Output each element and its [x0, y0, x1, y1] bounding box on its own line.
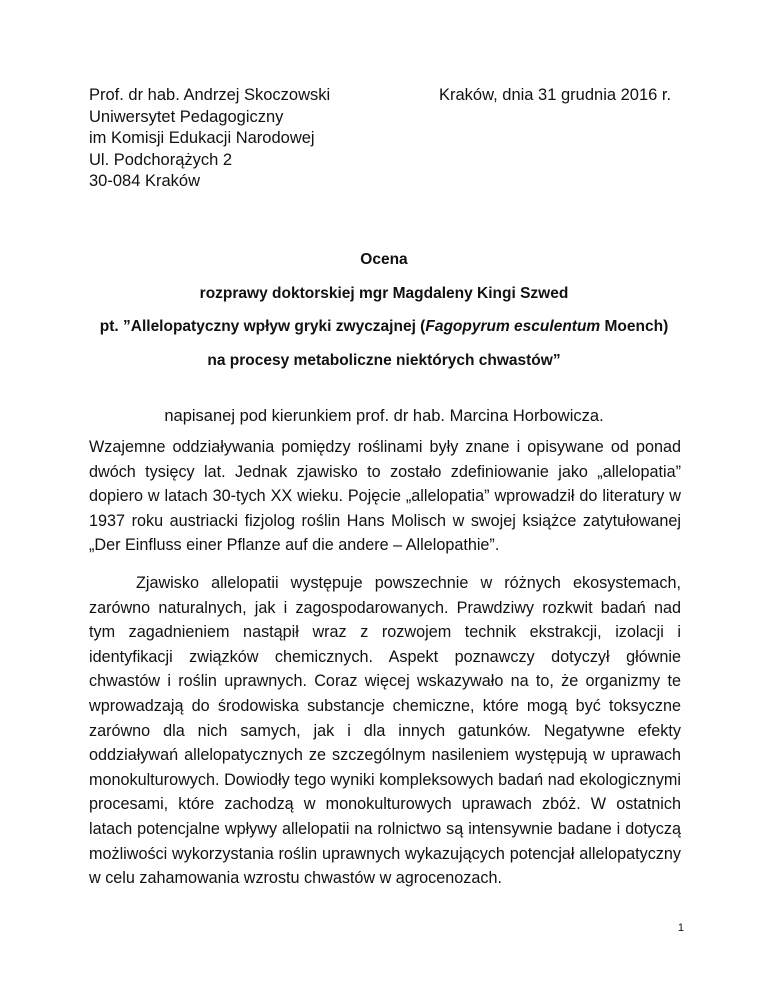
paragraph-2: Zjawisko allelopatii występuje powszechnie w różnych ekosystemach, zarówno naturalnych, jak i zagospodarowanych. Prawdziwy rozkwit badań nad tym zagadnieniem nastąpił wraz z rozwojem technik ekstrakcji, izolacji i identyfikacji związków chemicznych. Aspekt poznawczy dotyczył głównie chwastów i roślin uprawnych. Coraz więcej wskazywało na to, że organizmy te wprowadzają do środowiska substancje chemiczne, które mogą być toksyczne zarówno dla nich samych, jak i dla innych gatunków. Negatywne efekty oddziaływań allelopatycznych ze szczególnym nasileniem występują w uprawach monokulturowych. Dowiodły tego wyniki kompleksowych badań nad ekologicznymi procesami, które zachodzą w monokulturowych uprawach zbóż. W ostatnich latach potencjalne wpływy allelopatii na rolnictwo są intensywnie badane i dotyczą możliwości wykorzystania roślin uprawnych wykazujących potencjał allelopatyczny w celu zahamowania wzrostu chwastów w agrocenozach.: [89, 573, 681, 888]
title-line-3-suffix: Moench): [600, 318, 669, 335]
supervisor-line: napisanej pod kierunkiem prof. dr hab. Marcina Horbowicza.: [164, 407, 604, 425]
document-body: [89, 435, 681, 891]
sender-address: [89, 85, 330, 193]
sender-name: Prof. dr hab. Andrzej Skoczowski: [89, 86, 331, 104]
sender-institution: Uniwersytet Pedagogiczny: [89, 107, 284, 126]
title-line-4: na procesy metaboliczne niektórych chwastów”: [207, 351, 561, 369]
document-title: [60, 250, 708, 384]
title-line-2: rozprawy doktorskiej mgr Magdaleny Kingi Szwed: [199, 284, 569, 302]
sender-city: 30-084 Kraków: [89, 172, 200, 190]
page-number: 1: [677, 922, 684, 934]
document-date: Kraków, dnia 31 grudnia 2016 r.: [439, 86, 672, 104]
sender-street: Ul. Podchorążych 2: [89, 150, 233, 169]
title-line-1: Ocena: [360, 251, 408, 268]
title-line-3: [60, 317, 708, 337]
paragraph-1: Wzajemne oddziaływania pomiędzy roślinami były znane i opisywane od ponad dwóch tysięcy lat. Jednak zjawisko to zostało zdefiniowanie jako „allelopatia” dopiero w latach 30-tych XX wieku. Pojęcie „allelopatia” wprowadził do literatury w 1937 roku austriacki fizjolog roślin Hans Molisch w swojej książce zatytułowanej „Der Einfluss einer Pflanze auf die andere – Allelopathie”.: [89, 438, 681, 555]
species-name: Fagopyrum esculentum: [425, 318, 601, 335]
title-line-3-prefix: pt. ”Allelopatyczny wpływ gryki zwyczajnej (: [99, 318, 426, 335]
sender-institution-patron: im Komisji Edukacji Narodowej: [89, 129, 315, 147]
